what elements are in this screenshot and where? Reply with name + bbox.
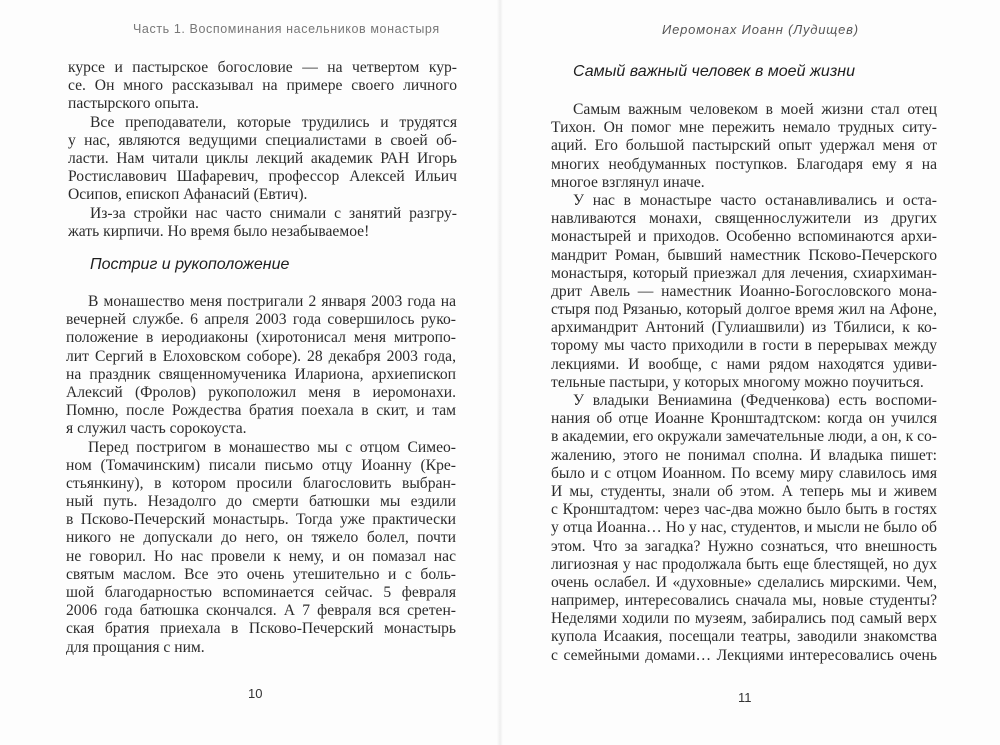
text-line: с семейными домами… Лекциями интересовались очень bbox=[551, 646, 937, 664]
text-line: ская братия приехала в Псково-Печерский монастырь bbox=[66, 620, 456, 638]
text-line: многое взглянул иначе. bbox=[551, 173, 705, 191]
text-line: лит Сергий в Елоховском соборе). 28 декабря 2003 года, bbox=[66, 347, 456, 365]
text-line: в Псково-Печерский монастырь. Тогда уже практически bbox=[66, 511, 456, 529]
text-line: жать кирпичи. Но время было незабываемое! bbox=[68, 222, 370, 240]
text-line: жалению, этого не понимал сполна. И владыка пишет: bbox=[551, 446, 937, 464]
text-line: святым маслом. Все это очень утешительно и с боль- bbox=[66, 565, 456, 583]
text-line: нания об отце Иоанне Кронштадтском: когда он учился bbox=[551, 410, 937, 428]
left-running-head: Часть 1. Воспоминания насельников монастыря bbox=[133, 22, 440, 36]
text-line: монастыря, который приезжал для лечения, схиархиман- bbox=[551, 264, 937, 282]
right-section-heading: Самый важный человек в моей жизни bbox=[573, 63, 855, 80]
left-top-text bbox=[68, 59, 457, 241]
text-line: Ростиславович Шафаревич, профессор Алексей Ильич bbox=[68, 168, 457, 186]
text-line: с Кронштадтом: через час-два можно было быть в гостях bbox=[551, 501, 937, 519]
text-line: многих необдуманных поступков. Благодаря ему я на bbox=[551, 155, 937, 173]
text-line: например, интересовались сначала мы, новые студенты? bbox=[551, 592, 937, 610]
text-line: архимандрит Антоний (Гулиашвили) из Тбилиси, к ко- bbox=[551, 319, 937, 337]
text-line: Все преподаватели, которые трудились и трудятся bbox=[90, 113, 457, 131]
text-line: у нас, являются ведущими специалистами в своей об- bbox=[68, 131, 457, 149]
text-line: положение в иеродиаконы (хиротонисал меня митропо- bbox=[66, 329, 456, 347]
text-line: в академии, его окружали замечательные люди, а он, к со- bbox=[551, 428, 937, 446]
right-running-head: Иеромонах Иоанн (Лудищев) bbox=[662, 22, 859, 37]
text-line: И мы, студенты, знали об этом. А теперь мы и живем bbox=[551, 482, 937, 500]
left-page-number: 10 bbox=[248, 686, 263, 701]
text-line: Осипов, епископ Афанасий (Евтич). bbox=[68, 186, 308, 204]
text-line: на праздник священномученика Илариона, архиепископ bbox=[66, 365, 456, 383]
text-line: купола Исаакия, посещали театры, заводили знакомства bbox=[551, 628, 937, 646]
text-line: очень ослабел. И «духовные» сделались мирскими. Чем, bbox=[551, 573, 937, 591]
text-line: мандрит Роман, бывший наместник Псково-Печерского bbox=[551, 246, 937, 264]
text-line: торому мы часто приходили в гости в перерывах между bbox=[551, 337, 937, 355]
book-gutter bbox=[497, 0, 503, 745]
text-line: курсе и пастырское богословие — на четвертом кур- bbox=[68, 59, 457, 76]
text-line: никого не допускали до него, он тяжело болел, почти bbox=[66, 529, 456, 547]
text-line: В монашество меня постригали 2 января 2003 года на bbox=[88, 293, 456, 310]
text-line: вечерней службе. 6 апреля 2003 года совершилось руко- bbox=[66, 311, 456, 329]
text-line: ный путь. Незадолго до смерти батюшки мы ездили bbox=[66, 493, 456, 511]
text-line: стыря под Рязанью, который долгое время жил на Афоне, bbox=[551, 301, 937, 319]
text-line: шой благодарностью вспоминается сейчас. 5 февраля bbox=[66, 584, 456, 601]
text-line: ном (Томачинским) писали письмо отцу Иоанну (Кре- bbox=[66, 456, 456, 474]
text-line: стьянкину), в котором просили благословить выбран- bbox=[66, 474, 456, 492]
text-line: Неделями ходили по музеям, забирались под самый верх bbox=[551, 610, 937, 628]
text-line: монастырей и приходов. Особенно вспоминаются архи- bbox=[551, 228, 937, 246]
text-line: не говорил. Но нас провели к нему, и он помазал нас bbox=[66, 547, 456, 565]
text-line: Помню, после Рождества братия поехала в скит, и там bbox=[66, 402, 456, 420]
left-section-heading: Постриг и рукоположение bbox=[90, 256, 290, 273]
text-line: у отца Иоанна… Но у нас, студентов, и мысли не было об bbox=[551, 519, 937, 537]
left-bottom-text bbox=[66, 293, 456, 657]
text-line: се. Он много рассказывал на примере своего личного bbox=[68, 77, 457, 95]
text-line: для прощания с ним. bbox=[66, 638, 205, 656]
text-line: было и с отцом Иоанном. По всему миру славилось имя bbox=[551, 464, 937, 482]
text-line: аций. Его большой пастырский опыт удержал меня от bbox=[551, 137, 937, 155]
text-line: пастырского опыта. bbox=[68, 95, 199, 113]
text-line: ласти. Нам читали циклы лекций академик РАН Игорь bbox=[68, 149, 457, 167]
text-line: тельные пастыри, у которых многому можно поучиться. bbox=[551, 373, 924, 391]
right-page-number: 11 bbox=[738, 690, 752, 705]
text-line: я служил часть сорокоуста. bbox=[66, 420, 247, 438]
text-line: Перед постригом в монашество мы с отцом Симео- bbox=[88, 438, 456, 456]
text-line: У владыки Вениамина (Федченкова) есть воспоми- bbox=[573, 392, 937, 409]
text-line: Алексий (Фролов) рукоположил меня в иеромонахи. bbox=[66, 383, 456, 401]
text-line: лекциями. И вообще, с нами рядом находятся удиви- bbox=[551, 355, 937, 373]
text-line: У нас в монастыре часто останавливались и оста- bbox=[573, 191, 937, 209]
text-line: навливаются монахи, священнослужители из других bbox=[551, 210, 937, 228]
text-line: этом. Что за загадка? Нужно сознаться, что внешность bbox=[551, 537, 937, 555]
text-line: Из-за стройки нас часто снимали с занятий разгру- bbox=[90, 204, 457, 222]
text-line: лигиозная у нас продолжала быть еще блестящей, но дух bbox=[551, 555, 937, 573]
text-line: Самым важным человеком в моей жизни стал отец bbox=[573, 101, 937, 118]
text-line: Тихон. Он помог мне пережить немало трудных ситу- bbox=[551, 119, 937, 137]
text-line: 2006 года батюшка скончался. А 7 февраля вся сретен- bbox=[66, 602, 456, 620]
text-line: дрит Авель — наместник Иоанно-Богословского мона- bbox=[551, 282, 937, 300]
right-body-text bbox=[551, 101, 937, 665]
